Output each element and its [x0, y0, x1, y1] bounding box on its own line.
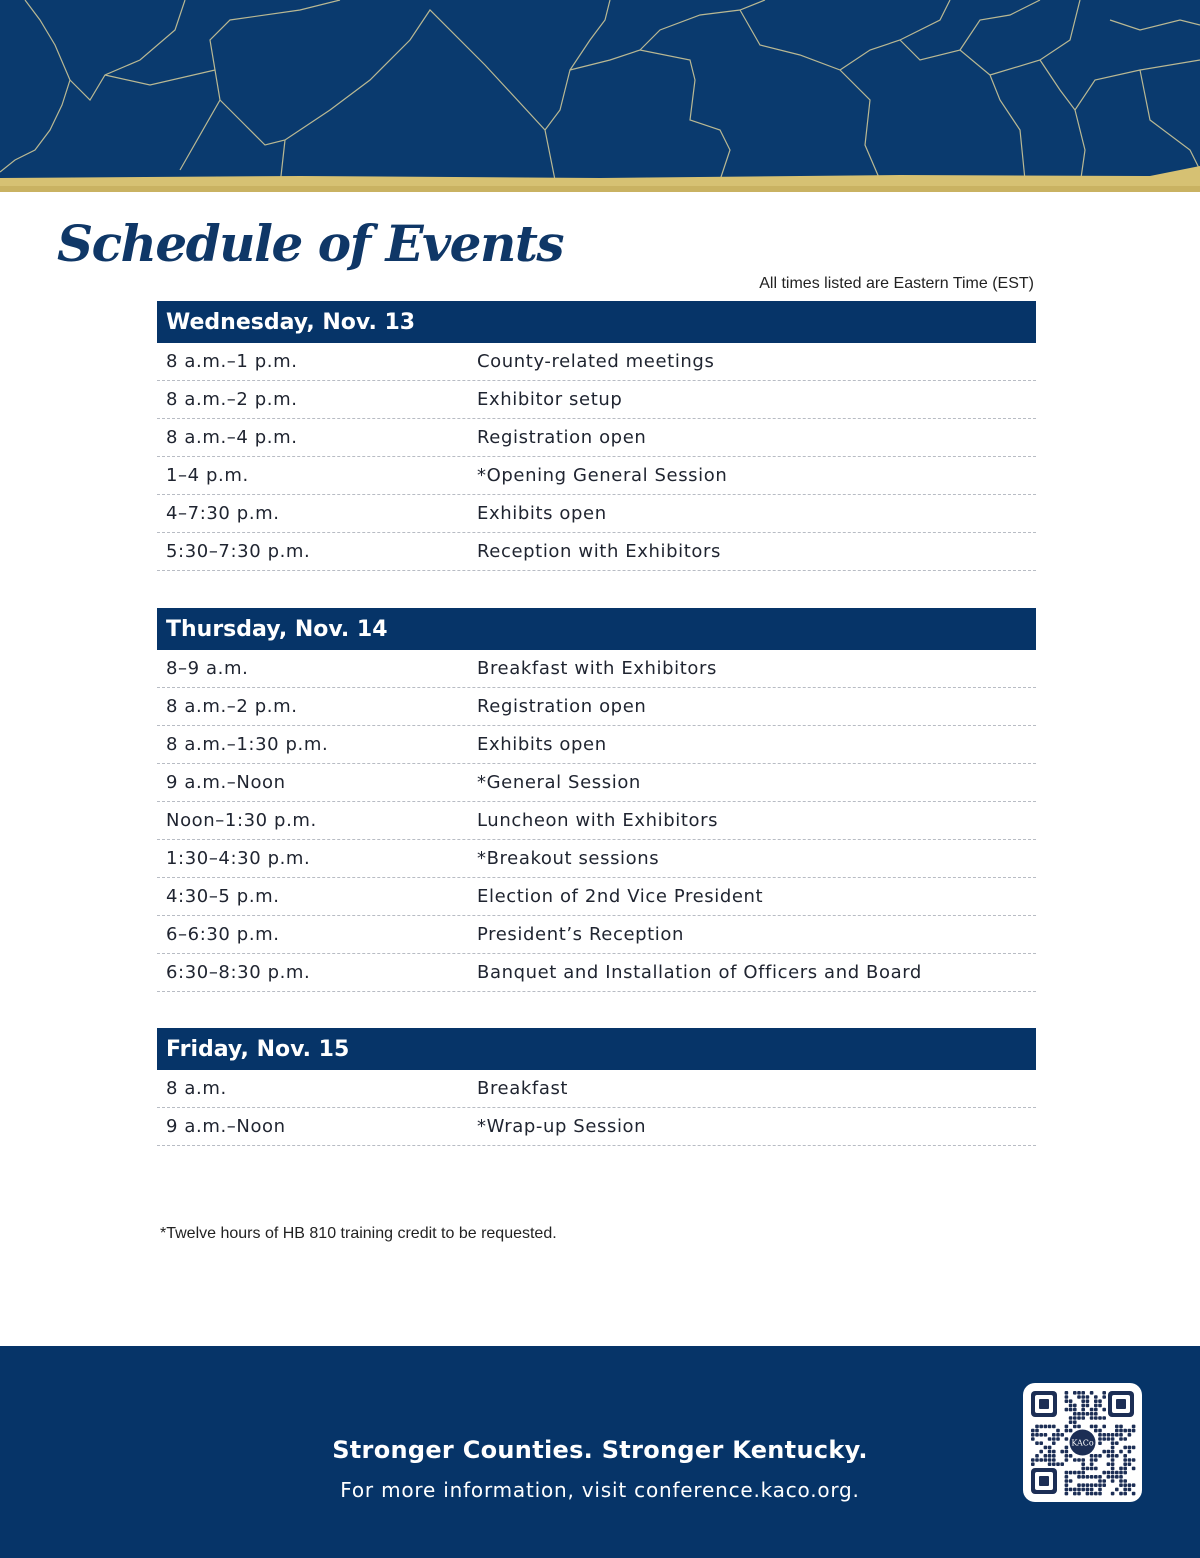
- qr-code[interactable]: [1023, 1383, 1142, 1502]
- qr-module: [1081, 1471, 1085, 1475]
- qr-module: [1111, 1475, 1115, 1479]
- qr-module: [1094, 1429, 1098, 1433]
- event-name: Registration open: [477, 696, 647, 717]
- qr-module: [1048, 1446, 1052, 1450]
- qr-module: [1086, 1475, 1090, 1479]
- qr-module: [1102, 1450, 1106, 1454]
- qr-module: [1098, 1416, 1102, 1420]
- qr-module: [1073, 1416, 1077, 1420]
- qr-module: [1102, 1408, 1106, 1412]
- qr-module: [1094, 1458, 1098, 1462]
- qr-module: [1081, 1399, 1085, 1403]
- qr-module: [1107, 1433, 1111, 1437]
- qr-module: [1052, 1437, 1056, 1441]
- qr-module: [1090, 1483, 1094, 1487]
- event-name: Exhibits open: [477, 734, 607, 755]
- qr-module: [1090, 1391, 1094, 1395]
- event-name: Banquet and Installation of Officers and Board: [477, 962, 922, 983]
- qr-module: [1077, 1471, 1081, 1475]
- qr-module: [1065, 1450, 1069, 1454]
- qr-module: [1119, 1437, 1123, 1441]
- qr-module: [1090, 1492, 1094, 1496]
- qr-module: [1107, 1454, 1111, 1458]
- qr-module: [1081, 1404, 1085, 1408]
- qr-module: [1052, 1425, 1056, 1429]
- qr-module: [1098, 1399, 1102, 1403]
- qr-module: [1086, 1467, 1090, 1471]
- event-name: President’s Reception: [477, 924, 685, 945]
- qr-module: [1094, 1408, 1098, 1412]
- qr-module: [1128, 1483, 1132, 1487]
- qr-module: [1119, 1467, 1123, 1471]
- qr-module: [1073, 1425, 1077, 1429]
- qr-module: [1119, 1425, 1123, 1429]
- qr-module: [1128, 1450, 1132, 1454]
- qr-module: [1111, 1446, 1115, 1450]
- event-time: 1:30–4:30 p.m.: [166, 848, 311, 869]
- qr-module: [1048, 1454, 1052, 1458]
- qr-module: [1069, 1479, 1073, 1483]
- qr-module: [1128, 1462, 1132, 1466]
- qr-module: [1048, 1450, 1052, 1454]
- event-time: 8 a.m.–1 p.m.: [166, 351, 298, 372]
- qr-module: [1035, 1429, 1039, 1433]
- qr-module: [1123, 1479, 1127, 1483]
- qr-module: [1119, 1479, 1123, 1483]
- qr-module: [1119, 1483, 1123, 1487]
- qr-module: [1090, 1454, 1094, 1458]
- event-name: *Wrap-up Session: [477, 1116, 647, 1137]
- qr-module: [1115, 1471, 1119, 1475]
- qr-module: [1073, 1492, 1077, 1496]
- footer-info-line: For more information, visit conference.kaco.org.: [340, 1478, 860, 1502]
- qr-module: [1065, 1399, 1069, 1403]
- qr-module: [1069, 1429, 1073, 1433]
- qr-module: [1123, 1462, 1127, 1466]
- qr-module: [1081, 1462, 1085, 1466]
- qr-module: [1065, 1429, 1069, 1433]
- event-time: 8 a.m.–4 p.m.: [166, 427, 298, 448]
- qr-module: [1031, 1458, 1035, 1462]
- qr-module: [1073, 1471, 1077, 1475]
- qr-module: [1111, 1492, 1115, 1496]
- qr-module: [1094, 1425, 1098, 1429]
- qr-module: [1128, 1433, 1132, 1437]
- qr-module: [1081, 1475, 1085, 1479]
- event-time: 8 a.m.–1:30 p.m.: [166, 734, 329, 755]
- qr-module: [1065, 1458, 1069, 1462]
- qr-module: [1086, 1492, 1090, 1496]
- qr-module: [1069, 1404, 1073, 1408]
- qr-module: [1115, 1475, 1119, 1479]
- qr-module: [1090, 1467, 1094, 1471]
- qr-module: [1081, 1391, 1085, 1395]
- county-map-graphic: [0, 0, 1200, 192]
- qr-module: [1094, 1454, 1098, 1458]
- schedule-row: [157, 802, 1036, 840]
- event-time: 9 a.m.–Noon: [166, 772, 286, 793]
- qr-module: [1128, 1446, 1132, 1450]
- qr-module: [1031, 1433, 1035, 1437]
- qr-module: [1044, 1454, 1048, 1458]
- qr-module: [1090, 1425, 1094, 1429]
- qr-module: [1115, 1433, 1119, 1437]
- day-header: Wednesday, Nov. 13: [157, 301, 1036, 343]
- qr-module: [1094, 1399, 1098, 1403]
- qr-module: [1107, 1475, 1111, 1479]
- event-name: Exhibits open: [477, 503, 607, 524]
- qr-module: [1031, 1429, 1035, 1433]
- qr-module: [1102, 1395, 1106, 1399]
- qr-module: [1069, 1416, 1073, 1420]
- qr-module: [1060, 1450, 1064, 1454]
- qr-module: [1081, 1408, 1085, 1412]
- event-name: Election of 2nd Vice President: [477, 886, 764, 907]
- qr-module: [1107, 1450, 1111, 1454]
- qr-module: [1086, 1483, 1090, 1487]
- day-section-thursday: [157, 608, 1036, 992]
- qr-module: [1115, 1488, 1119, 1492]
- header-map-band: [0, 0, 1200, 192]
- qr-module: [1048, 1425, 1052, 1429]
- qr-module: [1123, 1458, 1127, 1462]
- qr-module: [1123, 1429, 1127, 1433]
- schedule-row: [157, 1108, 1036, 1146]
- day-header: Friday, Nov. 15: [157, 1028, 1036, 1070]
- event-name: County-related meetings: [477, 351, 715, 372]
- qr-module: [1077, 1425, 1081, 1429]
- qr-module: [1065, 1471, 1069, 1475]
- qr-module: [1090, 1412, 1094, 1416]
- qr-module: [1111, 1479, 1115, 1483]
- qr-module: [1123, 1483, 1127, 1487]
- timezone-note: All times listed are Eastern Time (EST): [759, 275, 1034, 292]
- qr-module: [1048, 1458, 1052, 1462]
- qr-module: [1098, 1437, 1102, 1441]
- qr-module: [1065, 1454, 1069, 1458]
- qr-module: [1073, 1488, 1077, 1492]
- qr-module: [1044, 1446, 1048, 1450]
- qr-module: [1081, 1483, 1085, 1487]
- qr-logo-text: KACo: [1071, 1438, 1094, 1448]
- qr-code-graphic: [1023, 1383, 1142, 1502]
- qr-module: [1102, 1437, 1106, 1441]
- qr-module: [1035, 1454, 1039, 1458]
- qr-module: [1132, 1425, 1136, 1429]
- qr-module: [1086, 1395, 1090, 1399]
- event-name: *General Session: [477, 772, 641, 793]
- qr-module: [1039, 1450, 1043, 1454]
- qr-module: [1102, 1483, 1106, 1487]
- qr-module: [1077, 1483, 1081, 1487]
- qr-module: [1128, 1488, 1132, 1492]
- qr-module: [1123, 1454, 1127, 1458]
- event-time: 8 a.m.–2 p.m.: [166, 696, 298, 717]
- qr-module: [1098, 1404, 1102, 1408]
- qr-module: [1102, 1479, 1106, 1483]
- qr-module: [1052, 1441, 1056, 1445]
- qr-module: [1073, 1458, 1077, 1462]
- qr-module: [1123, 1471, 1127, 1475]
- schedule-row: [157, 916, 1036, 954]
- qr-module: [1119, 1450, 1123, 1454]
- qr-module: [1077, 1391, 1081, 1395]
- qr-module: [1090, 1458, 1094, 1462]
- schedule-row: [157, 688, 1036, 726]
- qr-module: [1052, 1433, 1056, 1437]
- qr-module: [1132, 1492, 1136, 1496]
- schedule-row: [157, 726, 1036, 764]
- qr-module: [1044, 1433, 1048, 1437]
- event-name: Breakfast: [477, 1078, 569, 1099]
- qr-module: [1081, 1416, 1085, 1420]
- qr-module: [1094, 1404, 1098, 1408]
- event-time: 4:30–5 p.m.: [166, 886, 280, 907]
- qr-module: [1069, 1399, 1073, 1403]
- qr-module: [1102, 1471, 1106, 1475]
- qr-module: [1044, 1458, 1048, 1462]
- qr-module: [1052, 1454, 1056, 1458]
- qr-module: [1090, 1462, 1094, 1466]
- event-name: Registration open: [477, 427, 647, 448]
- event-time: 8 a.m.: [166, 1078, 227, 1099]
- qr-module: [1090, 1475, 1094, 1479]
- qr-module: [1086, 1404, 1090, 1408]
- qr-module: [1081, 1467, 1085, 1471]
- qr-module: [1035, 1425, 1039, 1429]
- event-name: *Opening General Session: [477, 465, 728, 486]
- qr-module: [1039, 1441, 1043, 1445]
- qr-module: [1119, 1433, 1123, 1437]
- event-time: 6–6:30 p.m.: [166, 924, 280, 945]
- qr-module: [1123, 1437, 1127, 1441]
- qr-module: [1073, 1408, 1077, 1412]
- qr-module: [1039, 1458, 1043, 1462]
- qr-module: [1111, 1433, 1115, 1437]
- event-name: Breakfast with Exhibitors: [477, 658, 718, 679]
- page-title: Schedule of Events: [57, 214, 564, 273]
- qr-module: [1069, 1454, 1073, 1458]
- schedule-row: [157, 381, 1036, 419]
- schedule-row: [157, 533, 1036, 571]
- qr-module: [1111, 1458, 1115, 1462]
- footnote: *Twelve hours of HB 810 training credit to be requested.: [160, 1225, 557, 1242]
- qr-module: [1098, 1429, 1102, 1433]
- qr-module: [1048, 1462, 1052, 1466]
- event-name: Exhibitor setup: [477, 389, 623, 410]
- qr-module: [1081, 1412, 1085, 1416]
- qr-module: [1060, 1462, 1064, 1466]
- qr-module: [1086, 1488, 1090, 1492]
- footer-tagline: Stronger Counties. Stronger Kentucky.: [332, 1436, 868, 1464]
- qr-module: [1069, 1408, 1073, 1412]
- qr-module: [1065, 1446, 1069, 1450]
- schedule-row: [157, 764, 1036, 802]
- qr-module: [1111, 1467, 1115, 1471]
- qr-module: [1035, 1441, 1039, 1445]
- qr-module: [1119, 1429, 1123, 1433]
- qr-module: [1098, 1441, 1102, 1445]
- qr-module: [1052, 1462, 1056, 1466]
- qr-module: [1065, 1488, 1069, 1492]
- qr-module: [1115, 1441, 1119, 1445]
- qr-module: [1052, 1458, 1056, 1462]
- qr-module: [1132, 1446, 1136, 1450]
- qr-module: [1102, 1433, 1106, 1437]
- qr-module: [1081, 1488, 1085, 1492]
- day-header: Thursday, Nov. 14: [157, 608, 1036, 650]
- qr-module: [1073, 1412, 1077, 1416]
- qr-module: [1081, 1395, 1085, 1399]
- qr-module: [1132, 1429, 1136, 1433]
- qr-module: [1119, 1471, 1123, 1475]
- qr-module: [1090, 1408, 1094, 1412]
- qr-module: [1086, 1399, 1090, 1403]
- qr-module: [1111, 1454, 1115, 1458]
- qr-module: [1111, 1462, 1115, 1466]
- qr-module: [1065, 1483, 1069, 1487]
- event-name: Reception with Exhibitors: [477, 541, 721, 562]
- qr-module: [1065, 1425, 1069, 1429]
- qr-module: [1056, 1462, 1060, 1466]
- qr-module: [1107, 1462, 1111, 1466]
- event-name: Luncheon with Exhibitors: [477, 810, 719, 831]
- qr-module: [1073, 1420, 1077, 1424]
- qr-module: [1102, 1416, 1106, 1420]
- qr-module: [1056, 1433, 1060, 1437]
- qr-module: [1077, 1395, 1081, 1399]
- schedule-row: [157, 840, 1036, 878]
- qr-module: [1123, 1492, 1127, 1496]
- schedule-row: [157, 878, 1036, 916]
- qr-module: [1086, 1412, 1090, 1416]
- day-section-wednesday: [157, 301, 1036, 571]
- schedule-row: [157, 954, 1036, 992]
- qr-module: [1094, 1395, 1098, 1399]
- qr-module: [1094, 1467, 1098, 1471]
- qr-module: [1073, 1391, 1077, 1395]
- qr-module: [1077, 1492, 1081, 1496]
- qr-module: [1128, 1458, 1132, 1462]
- qr-module: [1111, 1471, 1115, 1475]
- qr-module: [1132, 1483, 1136, 1487]
- qr-module: [1077, 1416, 1081, 1420]
- qr-module: [1035, 1433, 1039, 1437]
- qr-module: [1052, 1450, 1056, 1454]
- event-time: 6:30–8:30 p.m.: [166, 962, 311, 983]
- qr-module: [1102, 1391, 1106, 1395]
- qr-module: [1065, 1492, 1069, 1496]
- qr-module: [1098, 1488, 1102, 1492]
- qr-module: [1065, 1475, 1069, 1479]
- qr-module: [1077, 1412, 1081, 1416]
- day-section-friday: [157, 1028, 1036, 1146]
- qr-module: [1065, 1408, 1069, 1412]
- schedule-row: [157, 495, 1036, 533]
- qr-module: [1123, 1488, 1127, 1492]
- qr-module: [1123, 1446, 1127, 1450]
- qr-module: [1077, 1475, 1081, 1479]
- qr-module: [1094, 1483, 1098, 1487]
- qr-module: [1044, 1425, 1048, 1429]
- qr-module: [1031, 1462, 1035, 1466]
- qr-module: [1098, 1475, 1102, 1479]
- qr-module: [1069, 1471, 1073, 1475]
- schedule-row: [157, 457, 1036, 495]
- qr-module: [1123, 1467, 1127, 1471]
- qr-module: [1094, 1492, 1098, 1496]
- qr-module: [1065, 1479, 1069, 1483]
- qr-module: [1069, 1420, 1073, 1424]
- qr-module: [1107, 1471, 1111, 1475]
- schedule-row: [157, 419, 1036, 457]
- qr-module: [1039, 1433, 1043, 1437]
- qr-module: [1056, 1437, 1060, 1441]
- event-time: 4–7:30 p.m.: [166, 503, 280, 524]
- qr-module: [1065, 1395, 1069, 1399]
- qr-module: [1107, 1437, 1111, 1441]
- qr-module: [1098, 1433, 1102, 1437]
- schedule-row: [157, 1070, 1036, 1108]
- qr-module: [1039, 1425, 1043, 1429]
- qr-module: [1111, 1450, 1115, 1454]
- qr-module: [1065, 1391, 1069, 1395]
- qr-module: [1094, 1475, 1098, 1479]
- qr-module: [1128, 1429, 1132, 1433]
- schedule-row: [157, 343, 1036, 381]
- event-time: Noon–1:30 p.m.: [166, 810, 317, 831]
- event-name: *Breakout sessions: [477, 848, 660, 869]
- schedule-row: [157, 650, 1036, 688]
- qr-module: [1111, 1441, 1115, 1445]
- qr-module: [1065, 1437, 1069, 1441]
- qr-module: [1048, 1437, 1052, 1441]
- qr-module: [1098, 1483, 1102, 1487]
- event-time: 8 a.m.–2 p.m.: [166, 389, 298, 410]
- event-time: 8–9 a.m.: [166, 658, 249, 679]
- qr-module: [1098, 1492, 1102, 1496]
- qr-module: [1098, 1479, 1102, 1483]
- qr-module: [1132, 1467, 1136, 1471]
- qr-module: [1115, 1429, 1119, 1433]
- qr-module: [1119, 1492, 1123, 1496]
- qr-module: [1077, 1488, 1081, 1492]
- qr-module: [1069, 1488, 1073, 1492]
- qr-module: [1035, 1458, 1039, 1462]
- qr-module: [1115, 1425, 1119, 1429]
- qr-module: [1031, 1437, 1035, 1441]
- qr-module: [1119, 1475, 1123, 1479]
- qr-module: [1115, 1454, 1119, 1458]
- qr-module: [1060, 1433, 1064, 1437]
- qr-module: [1077, 1458, 1081, 1462]
- qr-module: [1056, 1429, 1060, 1433]
- qr-module: [1102, 1425, 1106, 1429]
- qr-module: [1090, 1488, 1094, 1492]
- qr-module: [1132, 1458, 1136, 1462]
- event-time: 5:30–7:30 p.m.: [166, 541, 311, 562]
- qr-module: [1111, 1437, 1115, 1441]
- qr-module: [1098, 1454, 1102, 1458]
- event-time: 1–4 p.m.: [166, 465, 249, 486]
- qr-module: [1094, 1412, 1098, 1416]
- event-time: 9 a.m.–Noon: [166, 1116, 286, 1137]
- qr-module: [1081, 1458, 1085, 1462]
- qr-module: [1090, 1416, 1094, 1420]
- qr-module: [1073, 1404, 1077, 1408]
- qr-module: [1094, 1416, 1098, 1420]
